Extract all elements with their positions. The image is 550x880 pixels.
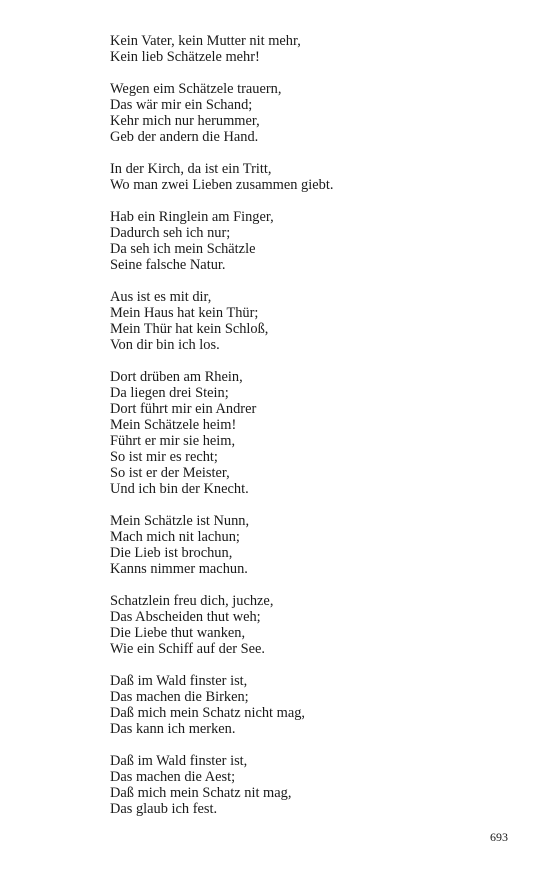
verse-line: Kein Vater, kein Mutter nit mehr, <box>110 33 301 49</box>
verse-line: Das kann ich merken. <box>110 721 236 737</box>
verse-line: Dort führt mir ein Andrer <box>110 401 257 417</box>
verse-line: Von dir bin ich los. <box>110 337 220 353</box>
verse-line: Und ich bin der Knecht. <box>110 481 249 497</box>
verse-line: Daß mich mein Schatz nit mag, <box>110 785 292 801</box>
stanza <box>110 513 510 577</box>
stanza <box>110 593 510 657</box>
verse-line: Kanns nimmer machun. <box>110 561 248 577</box>
verse-line: Die Lieb ist brochun, <box>110 545 233 561</box>
verse-line: Kein lieb Schätzele mehr! <box>110 49 260 65</box>
verse-line: Wegen eim Schätzele trauern, <box>110 81 282 97</box>
verse-line: Das Abscheiden thut weh; <box>110 609 261 625</box>
verse-line: So ist mir es recht; <box>110 449 218 465</box>
verse-line: Da seh ich mein Schätzle <box>110 241 256 257</box>
stanza <box>110 209 510 273</box>
stanza <box>110 81 510 145</box>
verse-line: Mein Haus hat kein Thür; <box>110 305 259 321</box>
page-number: 693 <box>490 830 508 844</box>
stanza <box>110 161 510 193</box>
verse-line: Das machen die Aest; <box>110 769 236 785</box>
verse-line: Daß im Wald finster ist, <box>110 753 248 769</box>
verse-line: Seine falsche Natur. <box>110 257 226 273</box>
stanza <box>110 673 510 737</box>
verse-line: Wie ein Schiff auf der See. <box>110 641 265 657</box>
verse-line: Mein Schätzle ist Nunn, <box>110 513 250 529</box>
verse-line: Dort drüben am Rhein, <box>110 369 243 385</box>
verse-line: Hab ein Ringlein am Finger, <box>110 209 274 225</box>
stanza <box>110 289 510 353</box>
verse-line: Die Liebe thut wanken, <box>110 625 246 641</box>
verse-line: Geb der andern die Hand. <box>110 129 259 145</box>
stanza <box>110 33 510 65</box>
verse-line: Daß im Wald finster ist, <box>110 673 248 689</box>
verse-line: Das wär mir ein Schand; <box>110 97 253 113</box>
verse-line: Schatzlein freu dich, juchze, <box>110 593 274 609</box>
verse-line: Wo man zwei Lieben zusammen giebt. <box>110 177 334 193</box>
verse-line: Aus ist es mit dir, <box>110 289 212 305</box>
verse-line: Mach mich nit lachun; <box>110 529 240 545</box>
verse-line: Mein Thür hat kein Schloß, <box>110 321 269 337</box>
verse-line: Das glaub ich fest. <box>110 801 218 817</box>
verse-line: Das machen die Birken; <box>110 689 249 705</box>
poem-body <box>110 33 510 833</box>
stanza <box>110 753 510 817</box>
verse-line: Kehr mich nur herummer, <box>110 113 260 129</box>
verse-line: So ist er der Meister, <box>110 465 230 481</box>
stanza <box>110 369 510 497</box>
verse-line: Mein Schätzele heim! <box>110 417 237 433</box>
verse-line: Dadurch seh ich nur; <box>110 225 231 241</box>
verse-line: Da liegen drei Stein; <box>110 385 229 401</box>
verse-line: Daß mich mein Schatz nicht mag, <box>110 705 306 721</box>
verse-line: In der Kirch, da ist ein Tritt, <box>110 161 272 177</box>
verse-line: Führt er mir sie heim, <box>110 433 236 449</box>
